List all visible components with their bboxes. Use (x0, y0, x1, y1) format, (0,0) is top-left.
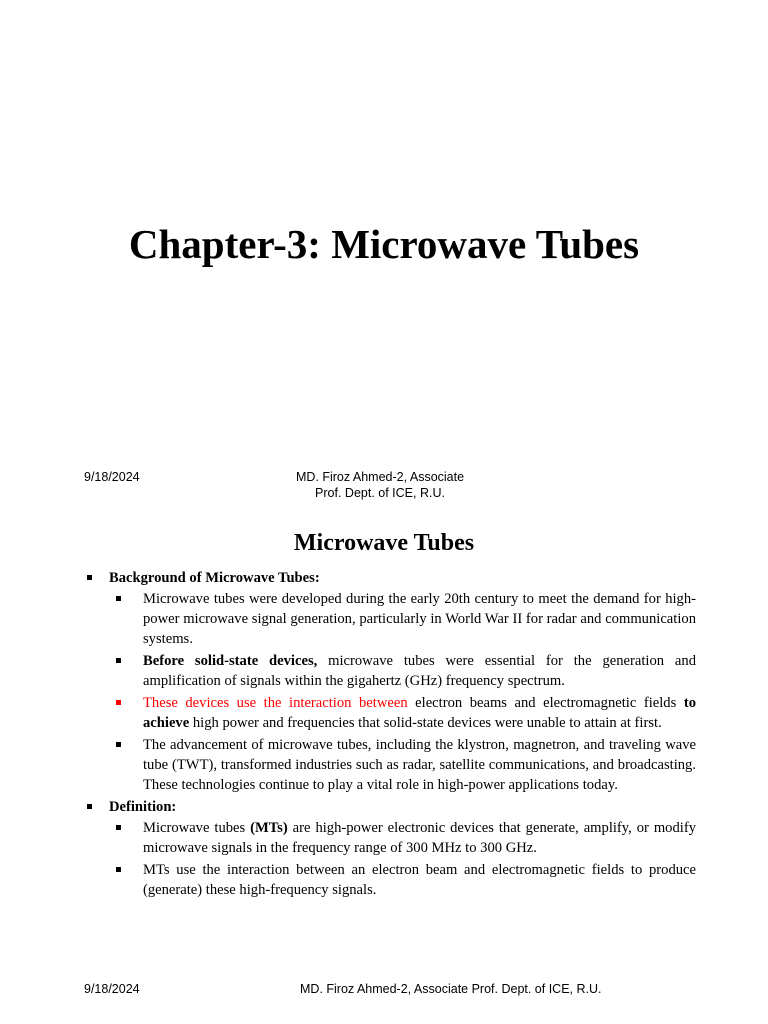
list-item: Microwave tubes were developed during the early 20th century to meet the demand for high-power microwave signal generation, particularly in World War II for radar and communication systems. (143, 589, 696, 649)
content-slide (0, 512, 768, 1024)
footer-date: 9/18/2024 (84, 982, 140, 996)
bullet-icon (116, 700, 121, 705)
list-item: Microwave tubes (MTs) are high-power electronic devices that generate, amplify, or modify microwave signals in the frequency range of 300 MHz to 300 GHz. (143, 818, 696, 858)
footer-author-line1: MD. Firoz Ahmed-2, Associate (295, 470, 465, 484)
bullet-icon (116, 742, 121, 747)
list-item: The advancement of microwave tubes, including the klystron, magnetron, and traveling wave tube (TWT), transformed industries such as radar, satellite communications, and broadcasting. These technologies continue to play a vital role in high-power applications today. (143, 735, 696, 795)
bullet-icon (116, 596, 121, 601)
bullet-icon (116, 658, 121, 663)
list-item: Before solid-state devices, microwave tubes were essential for the generation and amplification of signals within the gigahertz (GHz) frequency spectrum. (143, 651, 696, 691)
bullet-icon (116, 867, 121, 872)
list-item-highlighted: These devices use the interaction between electron beams and electromagnetic fields to achieve high power and frequencies that solid-state devices were unable to attain at first. (143, 693, 696, 733)
definition-section-label: Definition: (84, 797, 696, 817)
bullet-icon (116, 825, 121, 830)
footer-author-line2: Prof. Dept. of ICE, R.U. (315, 486, 445, 500)
chapter-title: Chapter-3: Microwave Tubes (128, 221, 640, 267)
slide-content (84, 568, 696, 902)
footer-date: 9/18/2024 (84, 470, 140, 484)
footer-author: MD. Firoz Ahmed-2, Associate Prof. Dept. of ICE, R.U. (300, 982, 602, 996)
list-item: MTs use the interaction between an electron beam and electromagnetic fields to produce (generate) these high-frequency signals. (143, 860, 696, 900)
background-section-label: Background of Microwave Tubes: (84, 568, 696, 588)
slide-heading: Microwave Tubes (293, 530, 475, 556)
footer-author (270, 469, 490, 501)
